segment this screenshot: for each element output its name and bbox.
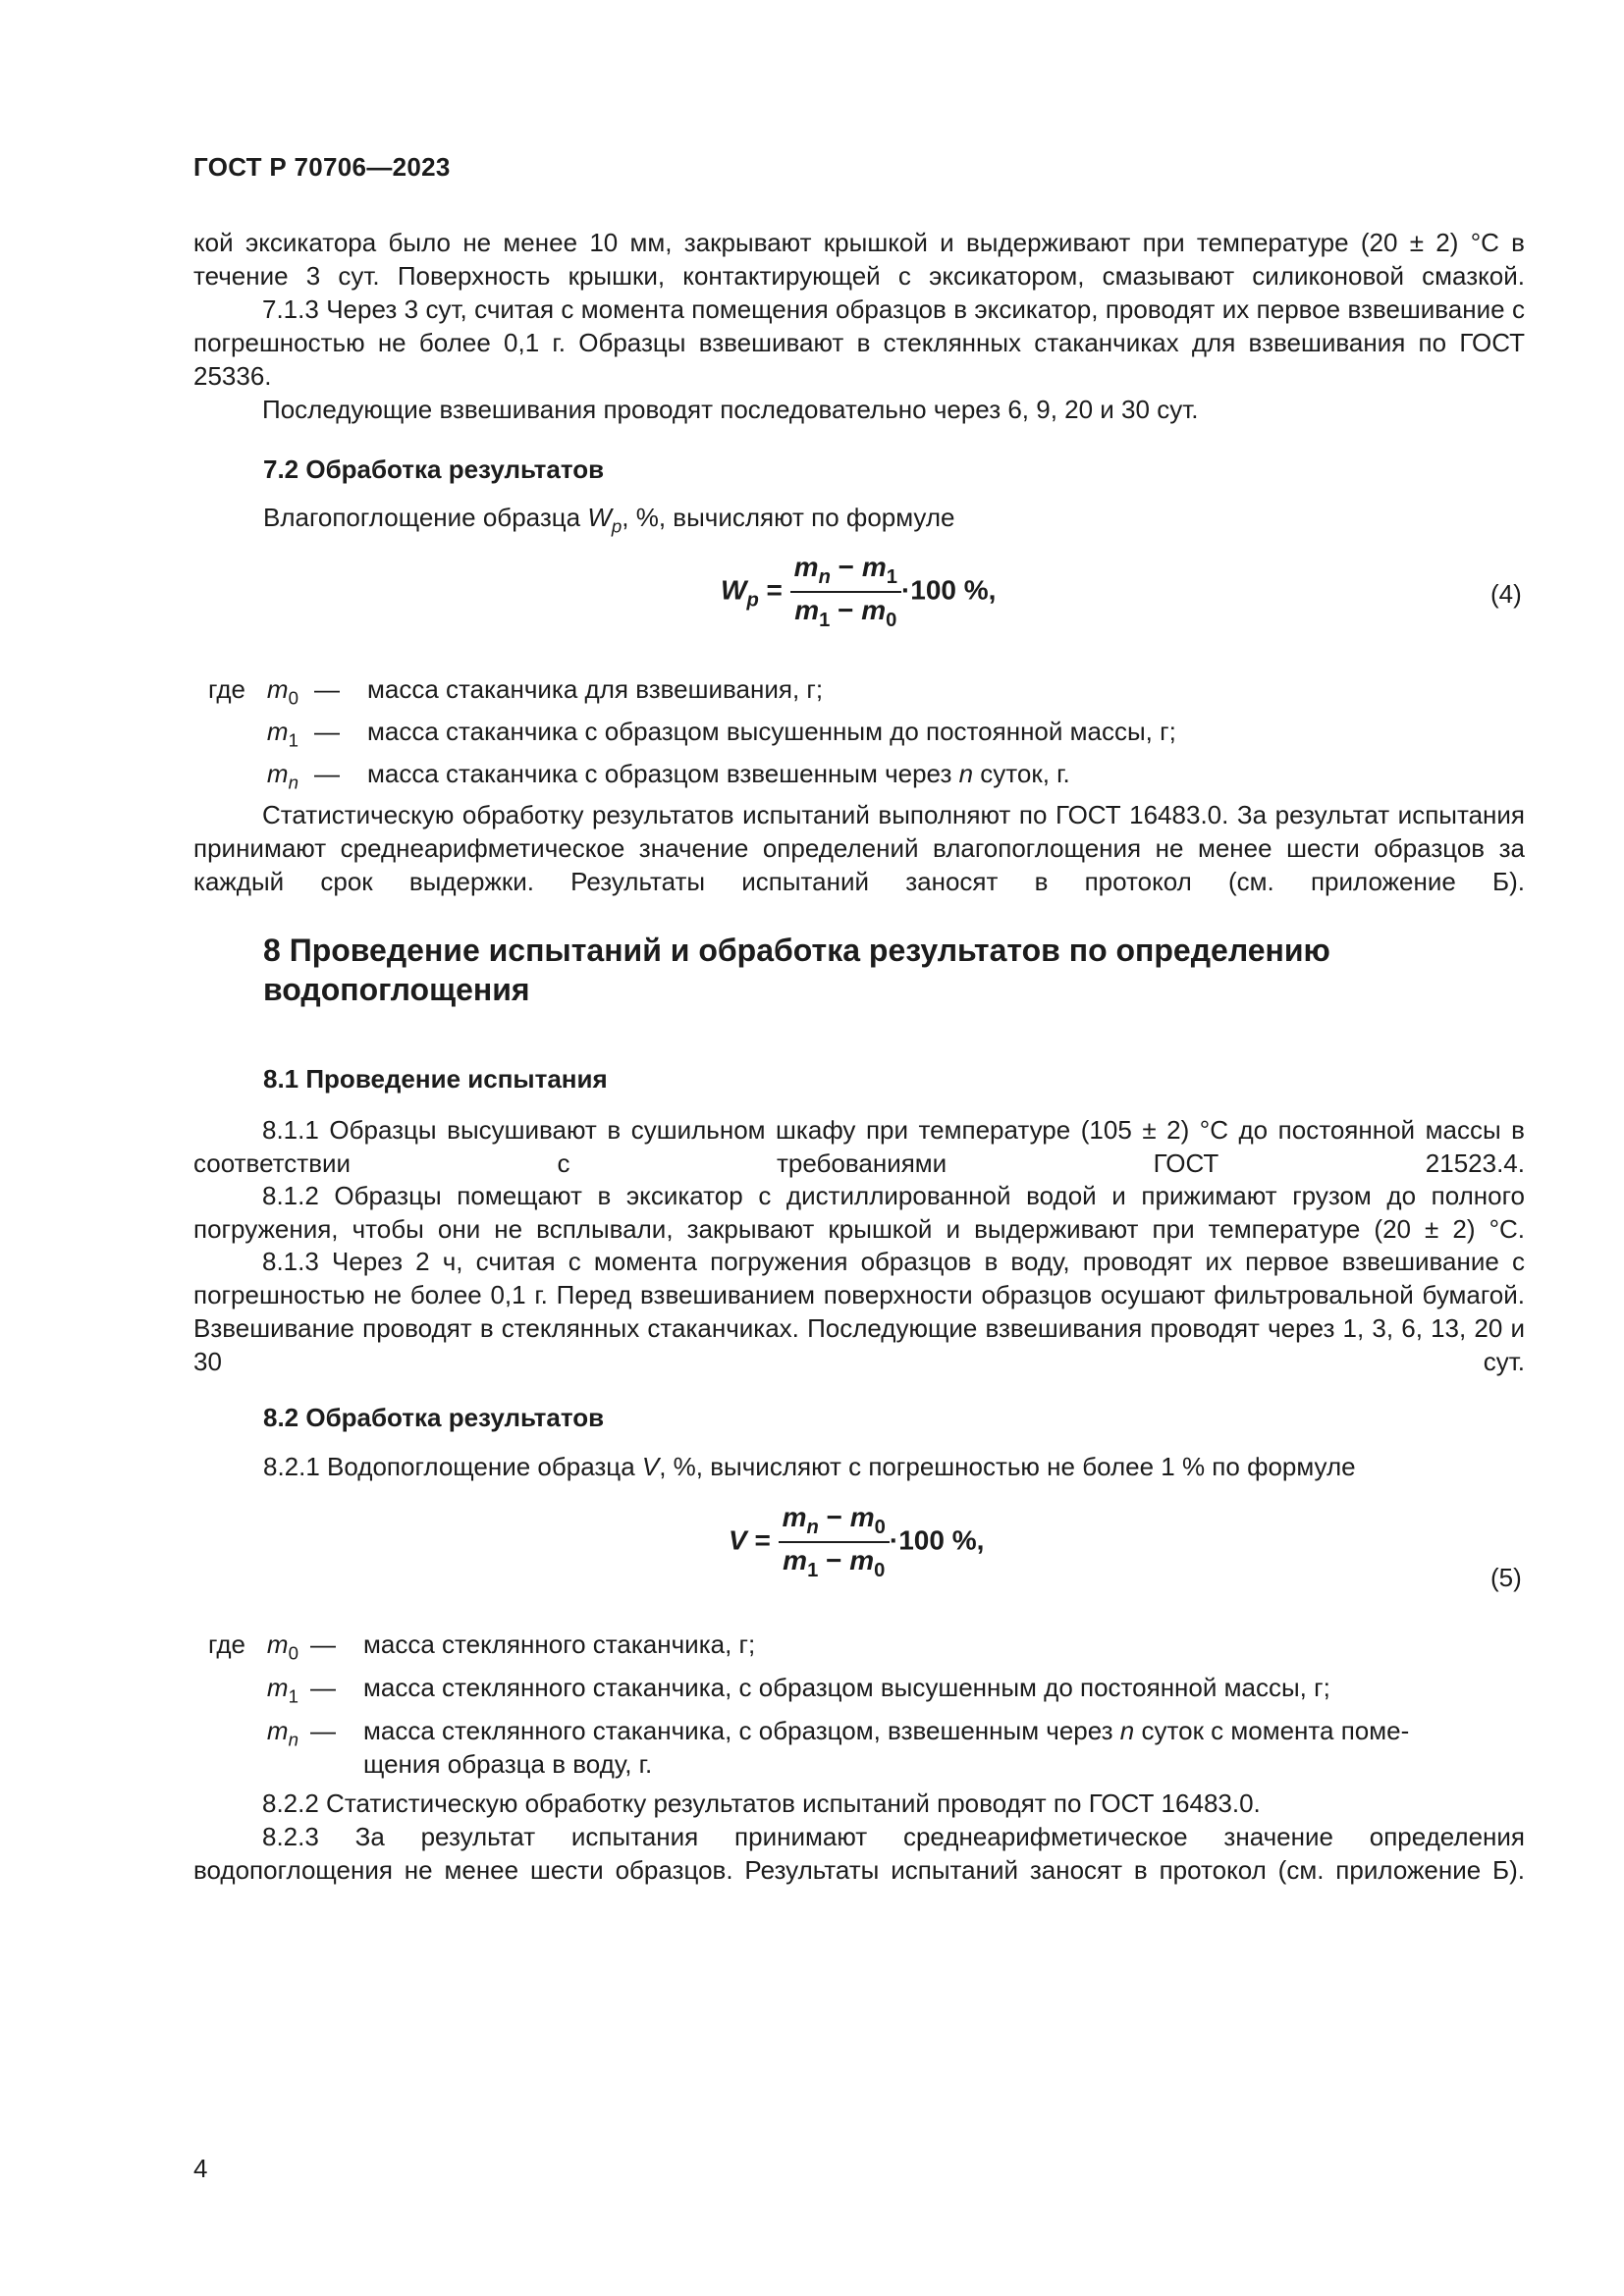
document-header: ГОСТ Р 70706—2023 <box>193 152 451 182</box>
paragraph-8-1-1: 8.1.1 Образцы высушивают в сушильном шкафу при температуре (105 ± 2) °С до постоянной массы в соответствии с требованиями ГОСТ 21523.4. <box>193 1115 1525 1178</box>
paragraph-8-2-1: 8.2.1 Водопоглощение образца V, %, вычисляют с погрешностью не более 1 % по формуле <box>263 1452 1356 1481</box>
where-item <box>208 1628 1524 1664</box>
where-dash: — <box>314 759 340 788</box>
heading-section-8 <box>263 931 1500 1009</box>
where-word: где <box>208 1629 245 1659</box>
heading-8-1: 8.1 Проведение испытания <box>263 1064 608 1094</box>
formula-4-number: (4) <box>1490 579 1522 609</box>
formula-intro-4: Влагопоглощение образца $W_p$, %, вычисляют по формуле <box>263 503 955 537</box>
paragraph-8-1-2: 8.1.2 Образцы помещают в эксикатор с дистиллированной водой и прижимают грузом до полного погружения, чтобы они не всплывали, закрывают крышкой и выдерживают при температуре (20 ± 2) °С. <box>193 1181 1525 1244</box>
where-description: масса стеклянного стаканчика, г; <box>363 1629 756 1659</box>
where-item <box>208 715 1524 751</box>
where-dash: — <box>314 674 340 704</box>
formula-4-fraction: $\frac{m_n - m_1}{m_1 - m_0}$ <box>790 552 901 632</box>
page-number: 4 <box>193 2154 208 2183</box>
where-symbol: $m_0$ <box>266 1629 298 1664</box>
heading-7-2: 7.2 Обработка результатов <box>263 454 605 484</box>
where-description: масса стаканчика для взвешивания, г; <box>367 674 824 704</box>
where-dash: — <box>310 1716 336 1745</box>
heading-section-8-line1: 8 Проведение испытаний и обработка результатов по определению <box>263 933 1330 968</box>
where-word: где <box>208 674 245 704</box>
formula-4: $W_p$ = $\frac{m_n - m_1}{m_1 - m_0}$ ·100 %, <box>721 552 997 632</box>
where-description: масса стаканчика с образцом взвешенным через n суток, г. <box>367 759 1070 788</box>
where-symbol: $m_1$ <box>266 717 298 751</box>
where-symbol: $m_1$ <box>266 1673 298 1707</box>
where-item <box>208 757 1524 793</box>
paragraph-8-2-2: 8.2.2 Статистическую обработку результатов испытаний проводят по ГОСТ 16483.0. <box>262 1789 1261 1818</box>
paragraph-continued: кой эксикатора было не менее 10 мм, закрывают крышкой и выдерживают при температуре (20 ± 2) °С в течение 3 сут. Поверхность крышки, контактирующей с эксикатором, смазывают силиконовой смазкой. <box>193 228 1525 291</box>
heading-section-8-line2: водопоглощения <box>263 972 530 1007</box>
where-dash: — <box>310 1629 336 1659</box>
formula-5-fraction: $\frac{m_n - m_0}{m_1 - m_0}$ <box>779 1502 890 1582</box>
paragraph-8-1-3: 8.1.3 Через 2 ч, считая с момента погружения образцов в воду, проводят их первое взвешивание с погрешностью не более 0,1 г. Перед взвешиванием поверхности образцов осушают фильтровальной бумагой. Взвешивание проводят в стеклянных стаканчиках. Последующие взвешивания проводят через 1, 3, 6, 13, 20 и 30 сут. <box>193 1247 1525 1376</box>
where-item <box>208 672 1524 709</box>
heading-8-2: 8.2 Обработка результатов <box>263 1403 605 1432</box>
formula-5: V = $\frac{m_n - m_0}{m_1 - m_0}$ ·100 %, <box>729 1502 985 1582</box>
paragraph-statistics-7: Статистическую обработку результатов испытаний выполняют по ГОСТ 16483.0. За результат испытания принимают среднеарифметическое значение определений влагопоглощения не менее шести образцов за каждый срок выдержки. Результаты испытаний заносят в протокол (см. приложение Б). <box>193 800 1525 896</box>
where-dash: — <box>314 717 340 746</box>
formula-5-number: (5) <box>1490 1563 1522 1592</box>
paragraph-7-1-3: 7.1.3 Через 3 сут, считая с момента помещения образцов в эксикатор, проводят их первое взвешивание с погрешностью не более 0,1 г. Образцы взвешивают в стеклянных стаканчиках для взвешивания по ГОСТ 25336. <box>193 294 1525 391</box>
paragraph-8-2-3: 8.2.3 За результат испытания принимают среднеарифметическое значение определения водопоглощения не менее шести образцов. Результаты испытаний заносят в протокол (см. приложение Б). <box>193 1822 1525 1885</box>
where-symbol: $m_n$ <box>266 759 298 793</box>
where-item <box>208 1671 1524 1707</box>
where-description: масса стаканчика с образцом высушенным до постоянной массы, г; <box>367 717 1176 746</box>
paragraph-7-1-3-followup: Последующие взвешивания проводят последовательно через 6, 9, 20 и 30 сут. <box>262 395 1199 424</box>
where-dash: — <box>310 1673 336 1702</box>
where-item <box>208 1714 1524 1783</box>
where-description: масса стеклянного стаканчика, с образцом, взвешенным через n суток с момента поме- щения образца в воду, г. <box>363 1716 1410 1779</box>
where-description: масса стеклянного стаканчика, с образцом высушенным до постоянной массы, г; <box>363 1673 1330 1702</box>
where-symbol: $m_0$ <box>266 674 298 709</box>
where-symbol: $m_n$ <box>266 1716 298 1750</box>
